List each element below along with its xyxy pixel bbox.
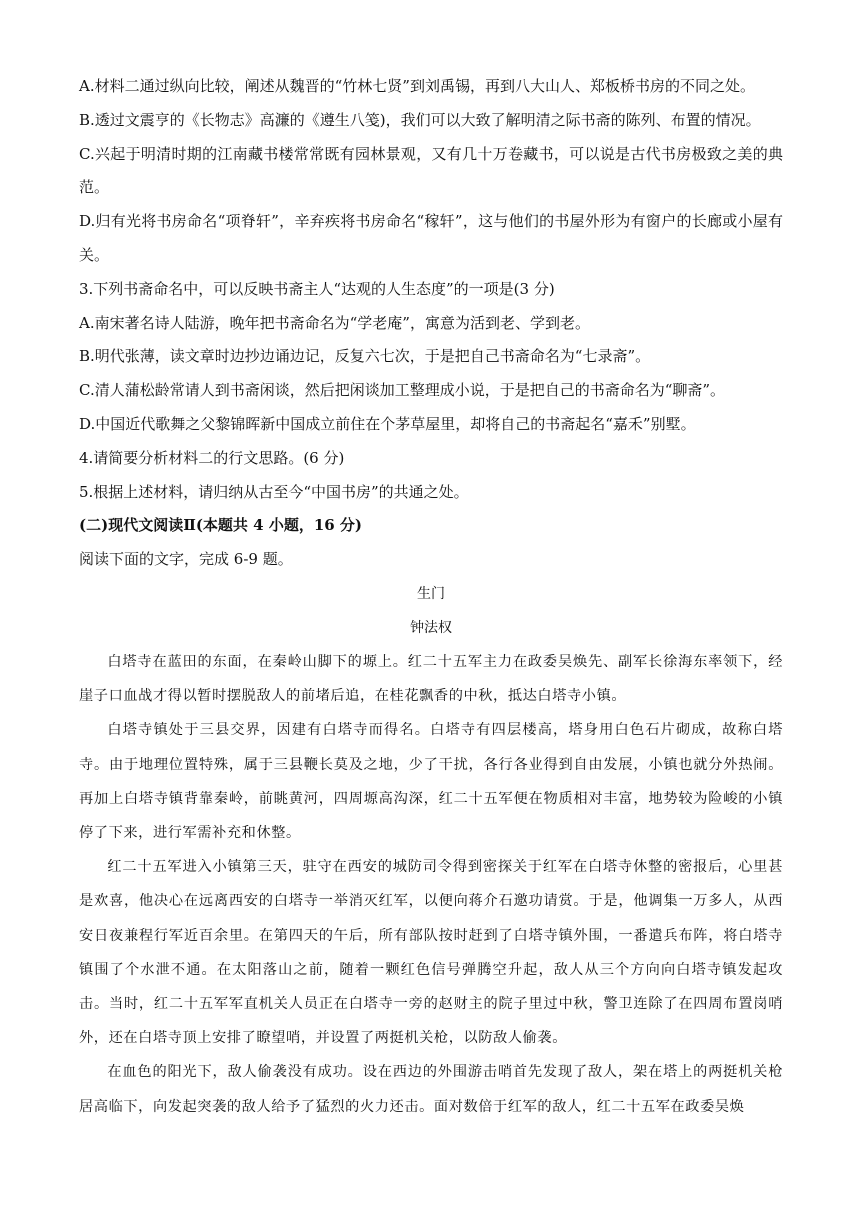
story-paragraph: 白塔寺在蓝田的东面，在秦岭山脚下的塬上。红二十五军主力在政委吴焕先、副军长徐海东率领下，经崖子口血战才得以暂时摆脱敌人的前堵后追，在桂花飘香的中秋，抵达白塔寺小镇。 xyxy=(79,653,783,705)
q2-option-d: D.归有光将书房命名“项脊轩”，辛弃疾将书房命名“稼轩”，这与他们的书屋外形为有窗户的长廊或小屋有关。 xyxy=(79,212,783,264)
q3-stem: 3.下列书斋命名中，可以反映书斋主人“达观的人生态度”的一项是(3 分) xyxy=(79,279,555,298)
q3-option-d: D.中国近代歌舞之父黎锦晖新中国成立前住在个茅草屋里，却将自己的书斋起名“嘉禾”别墅。 xyxy=(79,414,696,433)
q2-option-a: A.材料二通过纵向比较，阐述从魏晋的“竹林七贤”到刘禹锡，再到八大山人、郑板桥书房的不同之处。 xyxy=(79,77,755,95)
q5-stem: 5.根据上述材料，请归纳从古至今“中国书房”的共通之处。 xyxy=(79,482,469,501)
q3-option-a: A.南宋著名诗人陆游，晚年把书斋命名为“学老庵”，寓意为活到老、学到老。 xyxy=(79,313,590,332)
story-title: 生门 xyxy=(417,585,445,602)
q3-option-c: C.清人蒲松龄常请人到书斋闲谈，然后把闲谈加工整理成小说，于是把自己的书斋命名为“聊斋”。 xyxy=(79,381,726,400)
story-author: 钟法权 xyxy=(410,619,452,636)
q3-option-b: B.明代张薄，读文章时边抄边诵边记，反复六七次，于是把自己书斋命名为“七录斋”。 xyxy=(79,347,651,366)
q2-option-b: B.透过文震亨的《长物志》高濂的《遵生八笺)，我们可以大致了解明清之际书斋的陈列、布置的情况。 xyxy=(79,110,761,129)
document-page xyxy=(79,70,783,1124)
section-heading: (二)现代文阅读Ⅱ(本题共 4 小题，16 分) xyxy=(79,516,363,535)
story-paragraph: 红二十五军进入小镇第三天，驻守在西安的城防司令得到密探关于红军在白塔寺休整的密报后，心里甚是欢喜，他决心在远离西安的白塔寺一举消灭红军，以便向蒋介石邀功请赏。于是，他调集一万多人，从西安日夜兼程行军近百余里。在第四天的午后，所有部队按时赶到了白塔寺镇外围，一番遣兵布阵，将白塔寺镇围了个水泄不通。在太阳落山之前，随着一颗红色信号弹腾空升起，敌人从三个方向向白塔寺镇发起攻击。当时，红二十五军军直机关人员正在白塔寺一旁的赵财主的院子里过中秋，警卫连除了在四周布置岗哨外，还在白塔寺顶上安排了瞭望哨，并设置了两挺机关枪，以防敌人偷袭。 xyxy=(79,859,783,1047)
q4-stem: 4.请简要分析材料二的行文思路。(6 分) xyxy=(79,448,345,467)
story-paragraph: 在血色的阳光下，敌人偷袭没有成功。设在西边的外围游击哨首先发现了敌人，架在塔上的两挺机关枪居高临下，向发起突袭的敌人给予了猛烈的火力还击。面对数倍于红军的敌人，红二十五军在政委吴焕 xyxy=(79,1064,783,1115)
story-paragraph: 白塔寺镇处于三县交界，因建有白塔寺而得名。白塔寺有四层楼高，塔身用白色石片砌成，故称白塔寺。由于地理位置特殊，属于三县鞭长莫及之地，少了干扰，各行各业得到自由发展，小镇也就分外热闹。再加上白塔寺镇背靠秦岭，前眺黄河，四周塬高沟深，红二十五军便在物质相对丰富，地势较为险峻的小镇停了下来，进行军需补充和休整。 xyxy=(79,722,783,841)
section-instruction: 阅读下面的文字，完成 6-9 题。 xyxy=(79,550,293,569)
q2-option-c: C.兴起于明清时期的江南藏书楼常常既有园林景观，又有几十万卷藏书，可以说是古代书房极致之美的典范。 xyxy=(79,144,783,197)
